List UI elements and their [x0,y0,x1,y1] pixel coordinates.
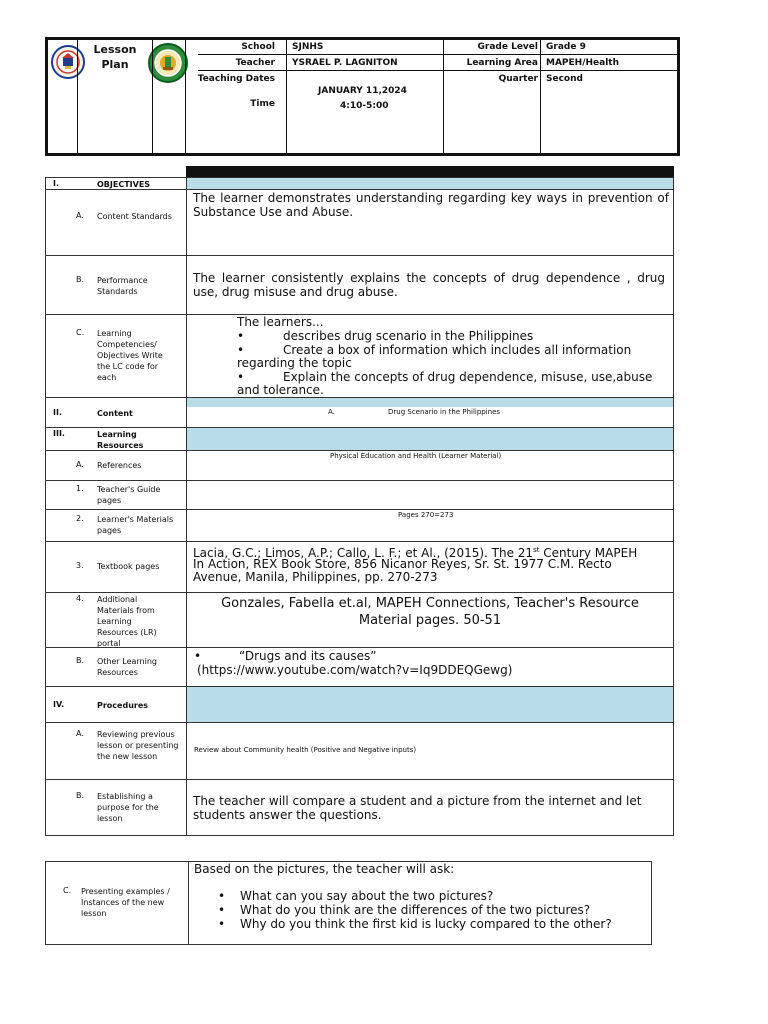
reviewing-text: Review about Community health (Positive and Negative inputs) [194,746,417,754]
performance-standards-text: The learner consistently explains the concepts of drug dependence , drug use, drug misuse and drug abuse. [193,271,665,299]
content-standards-row: A. Content Standards The learner demonstrates understanding regarding key ways in prevention of Substance Use and Abuse. [45,189,674,255]
school-value: SJNHS [292,42,324,52]
learners-materials-text: Pages 270=273 [398,511,454,519]
presenting-examples-table: C. Presenting examples / Instances of the new lesson Based on the pictures, the teacher will ask: • What can you say about the two pictures? • What do you think are the differences of the two pictures? • Why do you think the first kid is lucky compared to the other? [45,861,652,945]
references-row: A. References Physical Education and Health (Learner Material) [45,450,674,480]
video-title: “Drugs and its causes” [239,649,377,663]
grade-level-value: Grade 9 [546,42,586,52]
teachers-guide-row: 1. Teacher's Guide pages [45,480,674,509]
performance-standards-row: B. Performance Standards The learner consistently explains the concepts of drug dependence , drug use, drug misuse and drug abuse. [45,255,674,314]
competencies-intro: The learners... [237,315,324,329]
time-value: 4:10-5:00 [340,101,389,111]
competency-continuation: and tolerance. [237,383,324,397]
question-item: What do you think are the differences of the two pictures? [240,903,591,917]
competency-item: Create a box of information which includes all information [283,343,632,357]
question-item: What can you say about the two pictures? [240,889,494,903]
quarter-value: Second [546,74,583,84]
establishing-row: B. Establishing a purpose for the lesson The teacher will compare a student and a picture from the internet and let students answer the questions. [45,779,674,836]
competency-continuation: regarding the topic [237,356,352,370]
other-resources-row: B. Other Learning Resources • “Drugs and its causes” (https://www.youtube.com/watch?v=Iq9DDEQGewg) [45,647,674,686]
reviewing-row: A. Reviewing previous lesson or presenting the new lesson Review about Community health (Positive and Negative inputs) [45,722,674,779]
competency-item: Explain the concepts of drug dependence, misuse, use,abuse [283,370,653,384]
school-seal-logo [148,43,188,83]
learning-area-label: Learning Area [466,58,538,68]
learners-materials-row: 2. Learner's Materials pages Pages 270=273 [45,509,674,541]
content-row: II. Content A. Drug Scenario in the Philippines [45,397,674,427]
teaching-dates-label: Teaching Dates [197,74,275,84]
teacher-label: Teacher [235,58,275,68]
textbook-citation-line: Avenue, Manila, Philippines, pp. 270-273 [193,570,438,584]
establishing-text: The teacher will compare a student and a picture from the internet and let [193,794,642,808]
content-standards-text: The learner demonstrates understanding regarding key ways in prevention of Substance Use and Abuse. [193,191,669,219]
deped-seal-logo [51,45,85,79]
competency-item: describes drug scenario in the Philippines [283,329,534,343]
textbook-citation-line: In Action, REX Book Store, 856 Nicanor Reyes, Sr. St. 1977 C.M. Recto [193,557,612,571]
presenting-label: Presenting examples / Instances of the new lesson [81,887,170,918]
textbook-citation-line: Lacia, G.C.; Limos, A.P.; Callo, L. F.; et Al., (2015). The 21st Century MAPEH [193,546,638,560]
procedures-row: IV. Procedures [45,686,674,722]
teaching-dates-value: JANUARY 11,2024 [318,86,407,96]
additional-materials-text: Material pages. 50-51 [358,613,502,628]
video-link[interactable]: (https://www.youtube.com/watch?v=Iq9DDEQGewg) [197,663,513,677]
learning-area-value: MAPEH/Health [546,58,619,68]
learning-resources-row: III. Learning Resources [45,427,674,450]
question-item: Why do you think the first kid is lucky compared to the other? [240,917,612,931]
school-label: School [241,42,275,52]
time-label: Time [250,99,275,109]
objectives-row: I. OBJECTIVES [45,177,674,189]
lesson-plan-title: Lesson Plan [93,43,137,71]
teacher-value: YSRAEL P. LAGNITON [292,58,398,68]
table-top-band [186,166,674,177]
additional-materials-row: 4. Additional Materials from Learning Resources (LR) portal Gonzales, Fabella et.al, MAPEH Connections, Teacher's Resource Material pages. 50-51 [45,592,674,647]
lesson-plan-header [45,37,680,156]
presenting-intro: Based on the pictures, the teacher will ask: [194,862,455,876]
quarter-label: Quarter [498,74,538,84]
content-topic: Drug Scenario in the Philippines [388,408,501,416]
additional-materials-text: Gonzales, Fabella et.al, MAPEH Connections, Teacher's Resource [221,596,639,611]
grade-level-label: Grade Level [477,42,538,52]
competencies-row: C. Learning Competencies/ Objectives Write the LC code for each The learners... • describes drug scenario in the Philippines • Create a box of information which includes all information regarding the topic • Explain the concepts of drug dependence, misuse, use,abuse and tolerance. [45,314,674,397]
references-text: Physical Education and Health (Learner Material) [330,452,502,460]
textbook-row: 3. Textbook pages Lacia, G.C.; Limos, A.P.; Callo, L. F.; et Al., (2015). The 21st Century MAPEH In Action, REX Book Store, 856 Nicanor Reyes, Sr. St. 1977 C.M. Recto Avenue, Manila, Philippines, pp. 270-273 [45,541,674,592]
establishing-text: students answer the questions. [193,808,382,822]
